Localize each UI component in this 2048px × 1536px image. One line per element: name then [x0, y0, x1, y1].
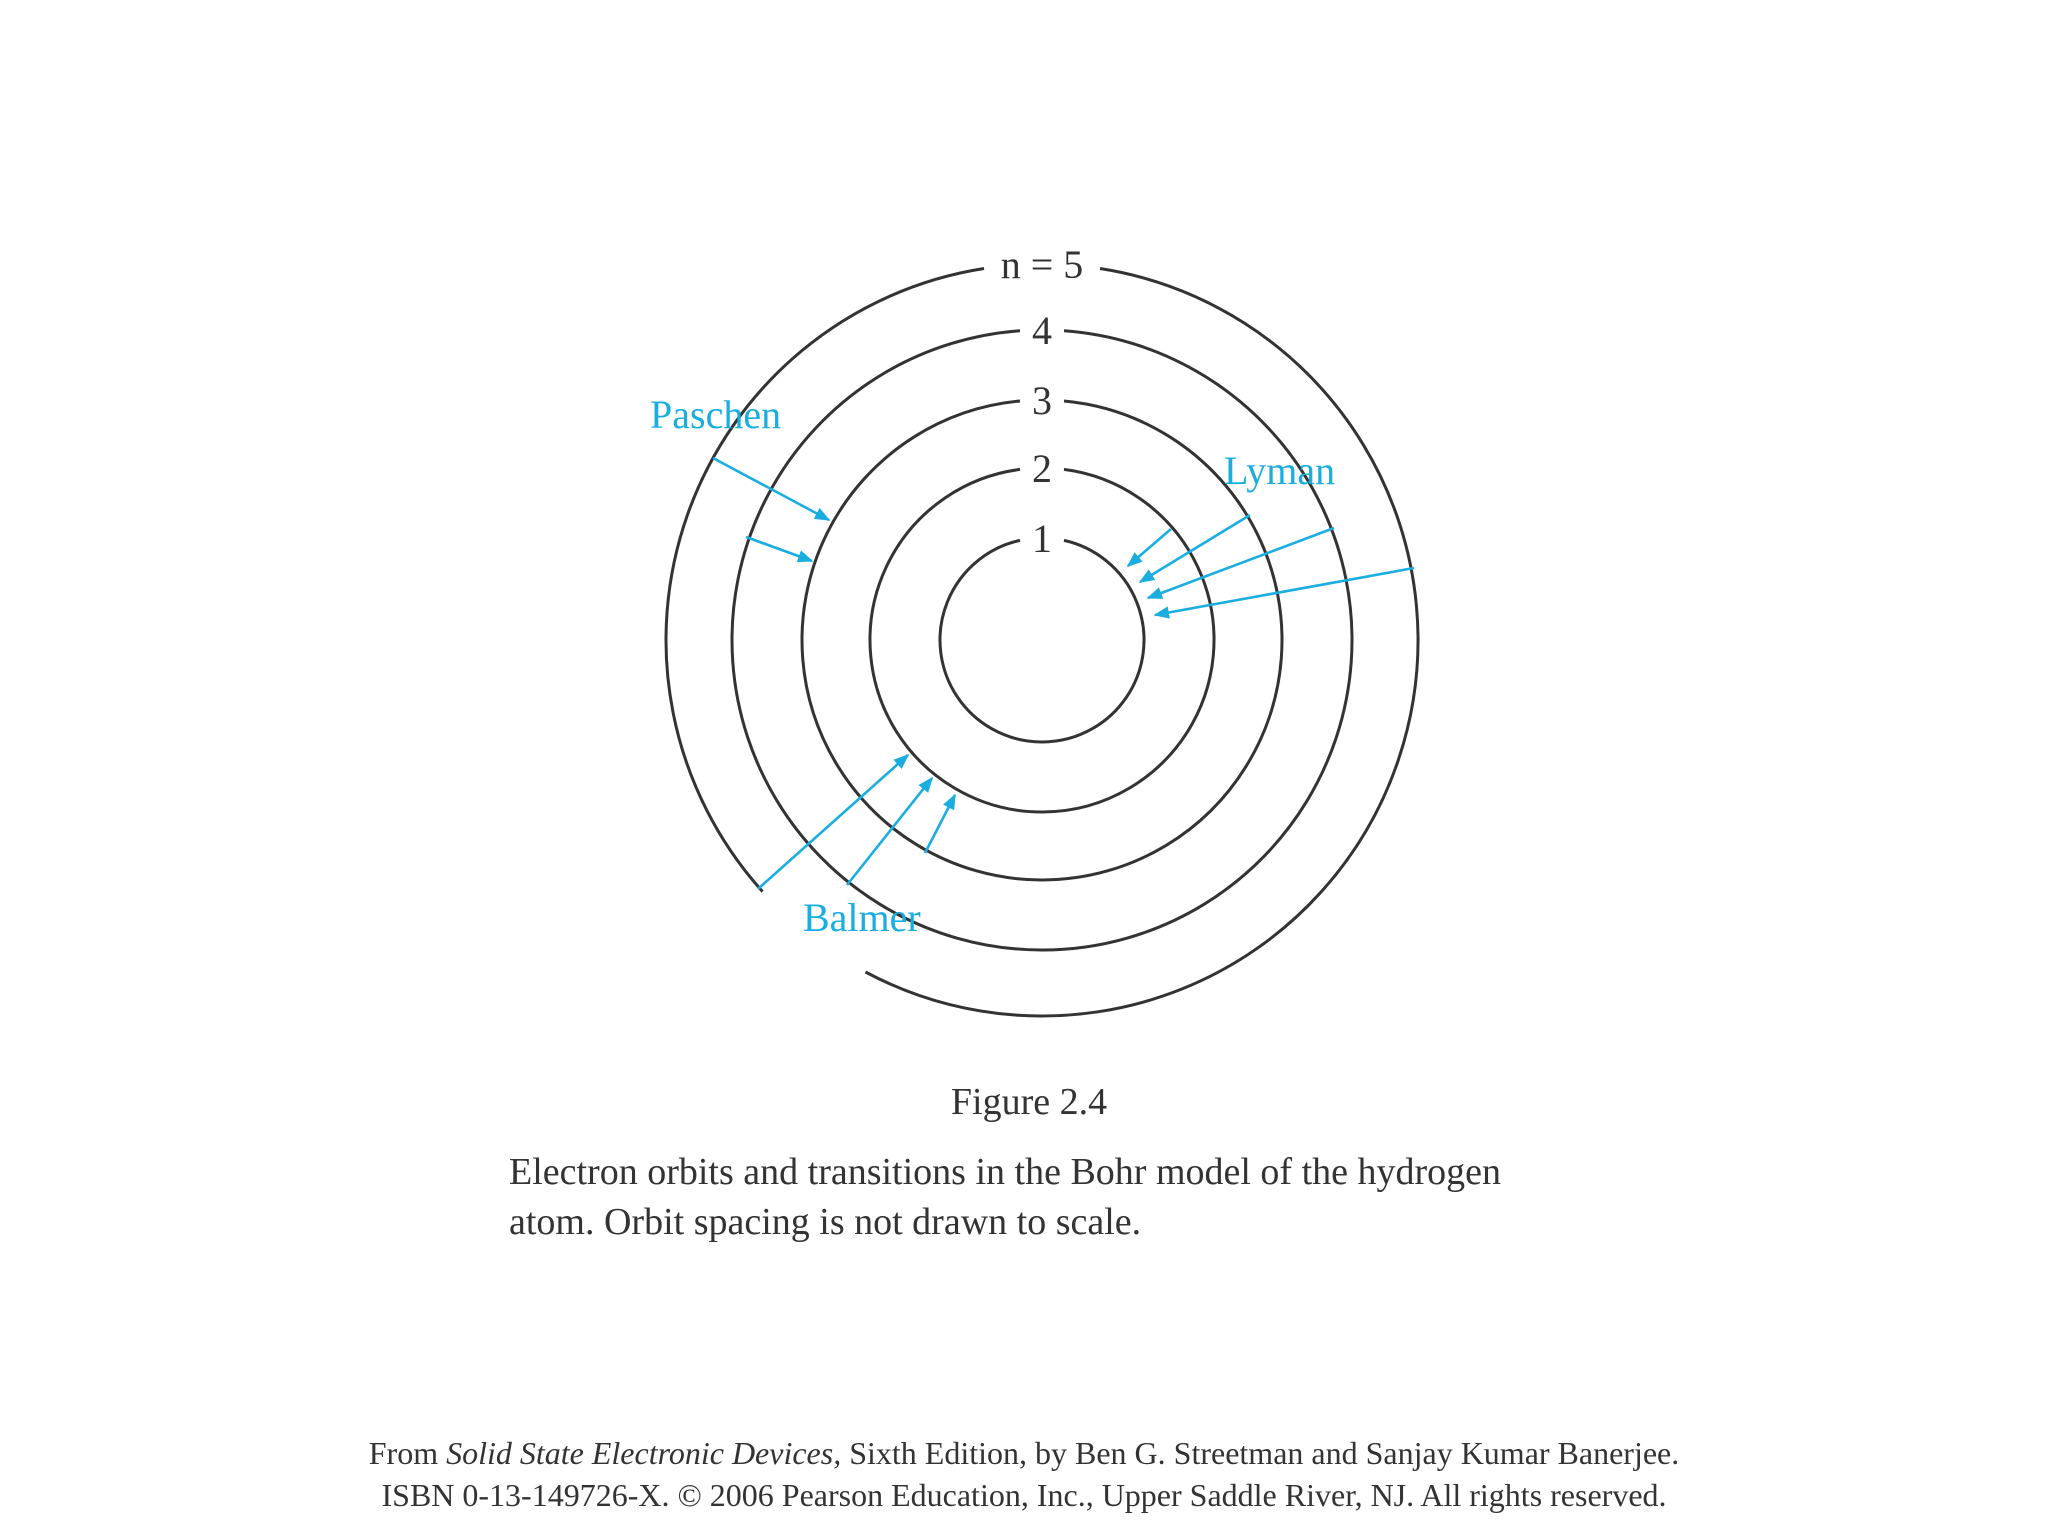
series-label-paschen: Paschen — [650, 392, 782, 437]
balmer-transition-3-to-2 — [925, 795, 955, 853]
orbit-n4 — [732, 331, 1352, 950]
orbit-label-n1: 1 — [1032, 516, 1052, 561]
credit-suffix: Sixth Edition, by Ben G. Streetman and Sanjay Kumar Banerjee. — [841, 1435, 1680, 1471]
credit-prefix: From — [368, 1435, 447, 1471]
figure-caption — [509, 1147, 1609, 1247]
paschen-transition-5-to-3 — [713, 458, 829, 520]
paschen-transition-4-to-3 — [746, 537, 812, 561]
orbit-n5 — [865, 269, 1418, 1016]
caption-line-1: Electron orbits and transitions in the Bohr model of the hydrogen — [509, 1151, 1502, 1193]
orbit-label-n4: 4 — [1032, 308, 1052, 353]
orbit-n5 — [666, 269, 984, 892]
transitions — [713, 458, 1414, 889]
credit-line-2: ISBN 0-13-149726-X. © 2006 Pearson Education, Inc., Upper Saddle River, NJ. All rights reserved. — [381, 1477, 1667, 1513]
orbit-label-n2: 2 — [1032, 446, 1052, 491]
lyman-transition-2-to-1 — [1128, 529, 1171, 566]
lyman-transition-5-to-1 — [1155, 568, 1414, 615]
series-label-lyman: Lyman — [1224, 448, 1336, 493]
lyman-transition-3-to-1 — [1140, 515, 1250, 582]
orbit-label-n5: n = 5 — [1000, 242, 1084, 287]
series-label-balmer: Balmer — [803, 895, 921, 940]
caption-line-2: atom. Orbit spacing is not drawn to scale. — [509, 1201, 1142, 1243]
orbit-label-n3: 3 — [1032, 378, 1052, 423]
credit-line-1 — [0, 1432, 2048, 1474]
credit-book-title: Solid State Electronic Devices, — [446, 1435, 842, 1471]
orbit-n1 — [940, 540, 1144, 742]
figure-title: Figure 2.4 — [950, 1081, 1108, 1123]
